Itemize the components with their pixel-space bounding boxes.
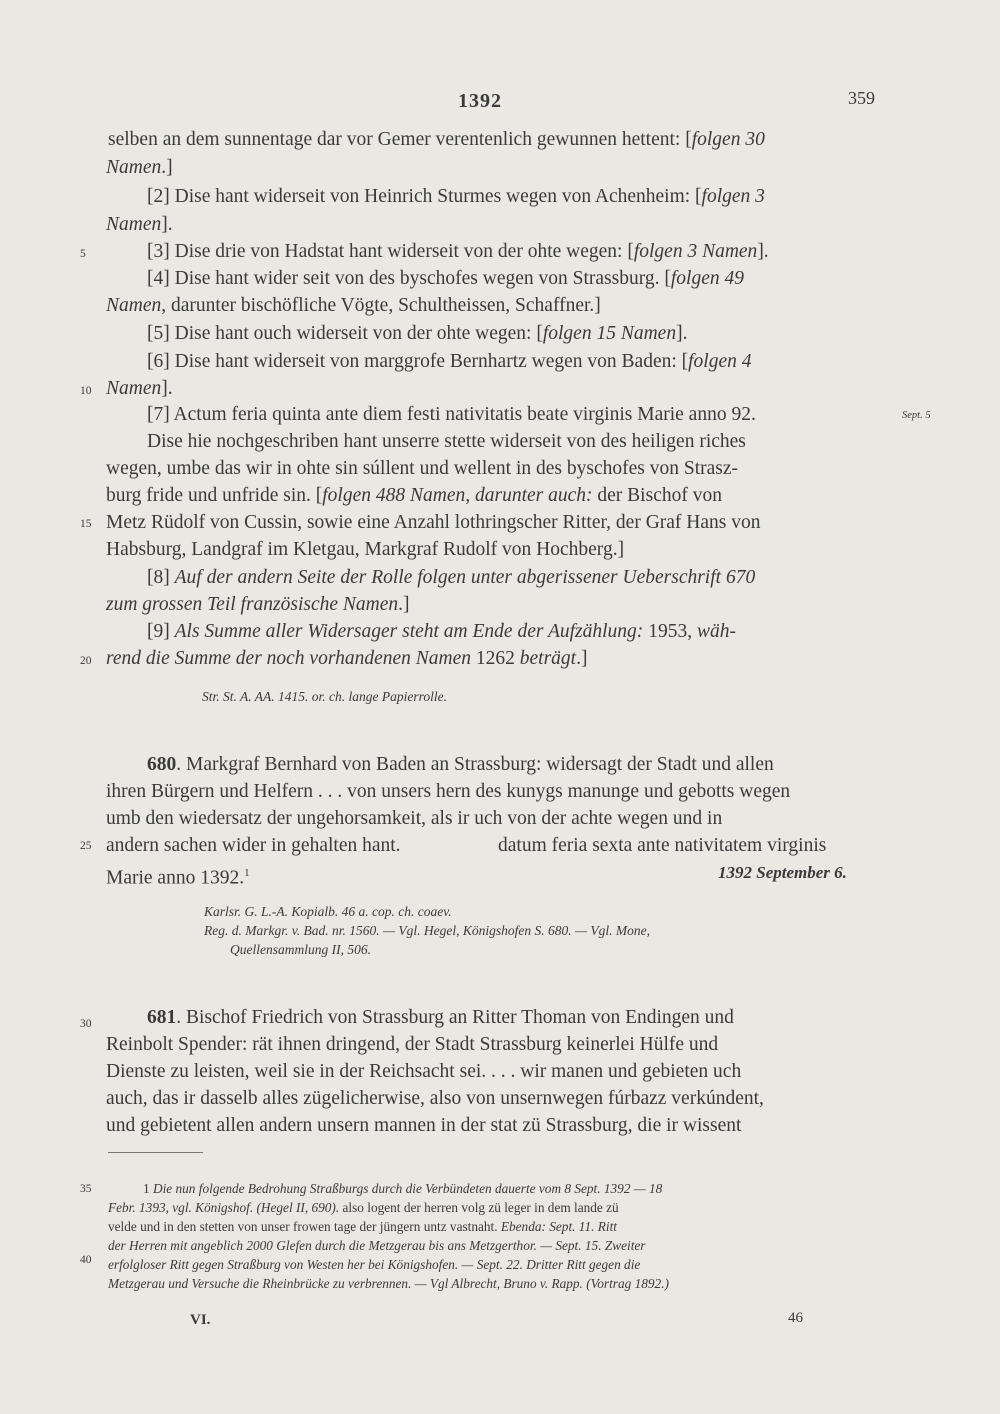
text-line: burg fride und unfride sin. [folgen 488 Namen, darunter auch: der Bischof von bbox=[106, 485, 722, 506]
footnote-line: 1 Die nun folgende Bedrohung Straßburgs durch die Verbündeten dauerte vom 8 Sept. 1392 — 18 bbox=[143, 1181, 663, 1196]
margin-date: Sept. 5 bbox=[902, 410, 931, 421]
footnote-mark: 1 bbox=[244, 867, 250, 879]
text-line: andern sachen wider in gehalten hant. bbox=[106, 835, 401, 856]
text-line: [2] Dise hant widerseit von Heinrich Sturmes wegen von Achenheim: [folgen 3 bbox=[147, 186, 765, 207]
source-citation: Karlsr. G. L.-A. Kopialb. 46 a. cop. ch. coaev. bbox=[204, 904, 452, 919]
source-citation: Quellensammlung II, 506. bbox=[230, 942, 371, 957]
line-number: 40 bbox=[80, 1254, 92, 1266]
entry-680-line: 680. Markgraf Bernhard von Baden an Strassburg: widersagt der Stadt und allen bbox=[147, 754, 774, 775]
running-head-year: 1392 bbox=[458, 90, 502, 112]
text-line: [9] Als Summe aller Widersager steht am Ende der Aufzählung: 1953, wäh- bbox=[147, 621, 736, 642]
text-line: Reinbolt Spender: rät ihnen dringend, der Stadt Strassburg keinerlei Hülfe und bbox=[106, 1034, 719, 1055]
source-citation: Reg. d. Markgr. v. Bad. nr. 1560. — Vgl. Hegel, Königshofen S. 680. — Vgl. Mone, bbox=[204, 923, 650, 938]
text-line: ihren Bürgern und Helfern . . . von unsers hern des kunygs manunge und gebotts wegen bbox=[106, 781, 791, 802]
line-number: 10 bbox=[80, 385, 92, 397]
line-number: 20 bbox=[80, 655, 92, 667]
text-line: Dienste zu leisten, weil sie in der Reichsacht sei. . . . wir manen und gebieten uch bbox=[106, 1061, 742, 1082]
text-line: [5] Dise hant ouch widerseit von der ohte wegen: [folgen 15 Namen]. bbox=[147, 323, 688, 344]
text-line: [4] Dise hant wider seit von des byschofes wegen von Strassburg. [folgen 49 bbox=[147, 268, 744, 289]
line-number: 15 bbox=[80, 518, 92, 530]
footnote-divider bbox=[108, 1152, 203, 1153]
text-line: Marie anno 1392.$^1$ bbox=[106, 867, 250, 889]
entry-number: 680 bbox=[147, 754, 177, 775]
footnote-line: der Herren mit angeblich 2000 Glefen durch die Metzgerau bis ans Metzgerthor. — Sept. 15. Zweiter bbox=[108, 1238, 646, 1253]
footnote-line: velde und in den stetten von unser frowen tage der jüngern untz vastnaht. Ebenda: Sept. 11. Ritt bbox=[108, 1219, 617, 1234]
text-line: Namen.] bbox=[106, 157, 173, 178]
text-line: Namen]. bbox=[106, 378, 173, 399]
text-line: und gebietent allen andern unsern mannen in der stat zü Strassburg, die ir wissent bbox=[106, 1115, 742, 1136]
text-line: Metz Rüdolf von Cussin, sowie eine Anzahl lothringscher Ritter, der Graf Hans von bbox=[106, 512, 761, 533]
text-line: [6] Dise hant widerseit von marggrofe Bernhartz wegen von Baden: [folgen 4 bbox=[147, 351, 752, 372]
entry-date: 1392 September 6. bbox=[718, 863, 847, 882]
entry-681-line: 681. Bischof Friedrich von Strassburg an Ritter Thoman von Endingen und bbox=[147, 1007, 734, 1028]
text-line: umb den wiedersatz der ungehorsamkeit, als ir uch von der achte wegen und in bbox=[106, 808, 723, 829]
text-line: auch, das ir dasselb alles zügelicherwise, also von unsernwegen fúrbazz verkúndent, bbox=[106, 1088, 764, 1109]
line-number: 5 bbox=[80, 248, 86, 260]
text-line: [3] Dise drie von Hadstat hant widerseit von der ohte wegen: [folgen 3 Namen]. bbox=[147, 241, 769, 262]
page-number: 359 bbox=[848, 88, 875, 108]
text-line: zum grossen Teil französische Namen.] bbox=[106, 594, 410, 615]
text-line: wegen, umbe das wir in ohte sin súllent und wellent in des byschofes von Strasz- bbox=[106, 458, 739, 479]
footnote-line: erfolgloser Ritt gegen Straßburg von Westen her bei Königshofen. — Sept. 22. Dritter Ritt gegen die bbox=[108, 1257, 641, 1272]
footnote-line: Febr. 1393, vgl. Königshof. (Hegel II, 690). also logent der herren volg zü leger in dem lande zü bbox=[108, 1200, 619, 1215]
text-line: datum feria sexta ante nativitatem virginis bbox=[498, 835, 827, 856]
text-line: [7] Actum feria quinta ante diem festi nativitatis beate virginis Marie anno 92. bbox=[147, 404, 756, 425]
volume-signature: VI. bbox=[190, 1312, 211, 1328]
text-line: [8] Auf der andern Seite der Rolle folgen unter abgerissener Ueberschrift 670 bbox=[147, 567, 756, 588]
line-number: 25 bbox=[80, 840, 92, 852]
text-line: Namen]. bbox=[106, 214, 173, 235]
text-line: rend die Summe der noch vorhandenen Namen 1262 beträgt.] bbox=[106, 648, 588, 669]
text-line: selben an dem sunnentage dar vor Gemer verentenlich gewunnen hettent: [folgen 30 bbox=[108, 129, 765, 150]
sheet-signature: 46 bbox=[788, 1310, 803, 1326]
source-citation: Str. St. A. AA. 1415. or. ch. lange Papierrolle. bbox=[202, 689, 447, 704]
text-line: Dise hie nochgeschriben hant unserre stette widerseit von des heiligen riches bbox=[147, 431, 746, 452]
footnote-line: Metzgerau und Versuche die Rheinbrücke zu verbrennen. — Vgl Albrecht, Bruno v. Rapp. (Vortrag 1892.) bbox=[108, 1276, 669, 1291]
text-line: Habsburg, Landgraf im Kletgau, Markgraf Rudolf von Hochberg.] bbox=[106, 539, 625, 560]
line-number: 35 bbox=[80, 1183, 92, 1195]
text-line: Namen, darunter bischöfliche Vögte, Schultheissen, Schaffner.] bbox=[106, 295, 601, 316]
line-number: 30 bbox=[80, 1018, 92, 1030]
entry-number: 681 bbox=[147, 1007, 177, 1028]
